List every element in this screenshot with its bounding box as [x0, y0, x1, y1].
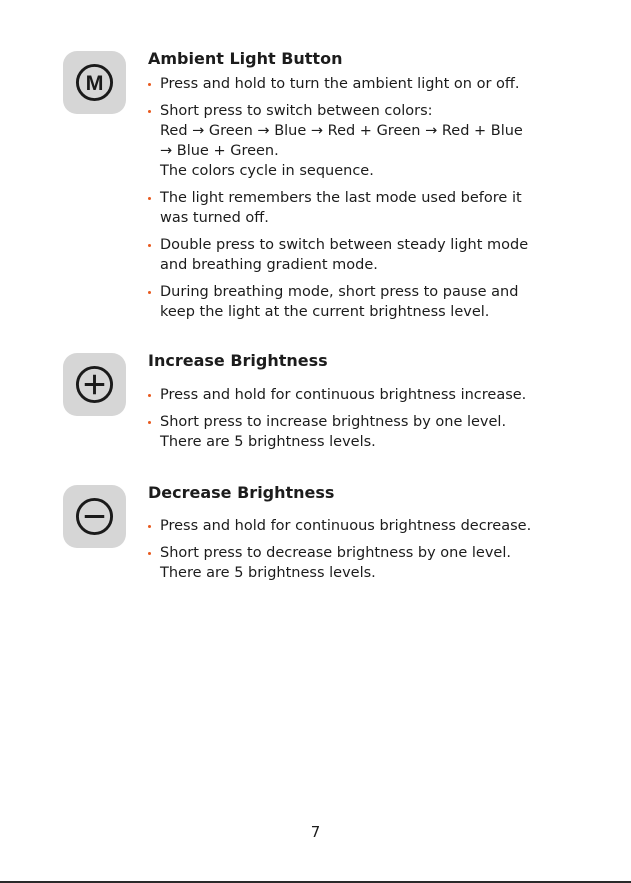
bullet-text: Short press to decrease brightness by one level.: [160, 545, 511, 561]
bullet-text: keep the light at the current brightness level.: [160, 304, 490, 320]
bullet-text: There are 5 brightness levels.: [160, 434, 376, 450]
bullet-text: Short press to switch between colors:: [160, 103, 433, 119]
bullet-text: Press and hold for continuous brightness decrease.: [160, 518, 532, 534]
svg-text:M: M: [85, 70, 104, 95]
m-button-icon: [63, 51, 126, 114]
bullet-text: → Blue + Green.: [160, 143, 279, 159]
section-title: Increase Brightness: [148, 351, 328, 370]
section-title: Ambient Light Button: [148, 49, 343, 68]
list-item: [148, 516, 608, 536]
bullet-text: was turned off.: [160, 210, 269, 226]
minus-circle-icon: [63, 485, 126, 548]
list-item: [148, 385, 608, 405]
section-title: Decrease Brightness: [148, 483, 335, 502]
bullet-text: Press and hold to turn the ambient light on or off.: [160, 76, 520, 92]
list-item: [148, 188, 608, 228]
list-item: [148, 543, 608, 583]
list-item: [148, 101, 608, 181]
list-item: [148, 74, 608, 94]
bullet-text: Short press to increase brightness by one level.: [160, 414, 507, 430]
bullet-text: Double press to switch between steady light mode: [160, 237, 529, 253]
page-number: 7: [310, 823, 321, 841]
list-item: [148, 412, 608, 452]
bullet-list: [148, 385, 608, 452]
bullet-text: Press and hold for continuous brightness increase.: [160, 387, 527, 403]
bullet-text: There are 5 brightness levels.: [160, 565, 376, 581]
bullet-text: The colors cycle in sequence.: [160, 163, 374, 179]
list-item: [148, 235, 608, 275]
plus-circle-icon: [63, 353, 126, 416]
bullet-text: During breathing mode, short press to pause and: [160, 284, 519, 300]
bullet-list: [148, 516, 608, 583]
bullet-text: The light remembers the last mode used before it: [160, 190, 522, 206]
list-item: [148, 282, 608, 322]
bullet-text: and breathing gradient mode.: [160, 257, 378, 273]
bullet-text: Red → Green → Blue → Red + Green → Red + Blue: [160, 123, 523, 139]
bullet-list: [148, 74, 608, 322]
